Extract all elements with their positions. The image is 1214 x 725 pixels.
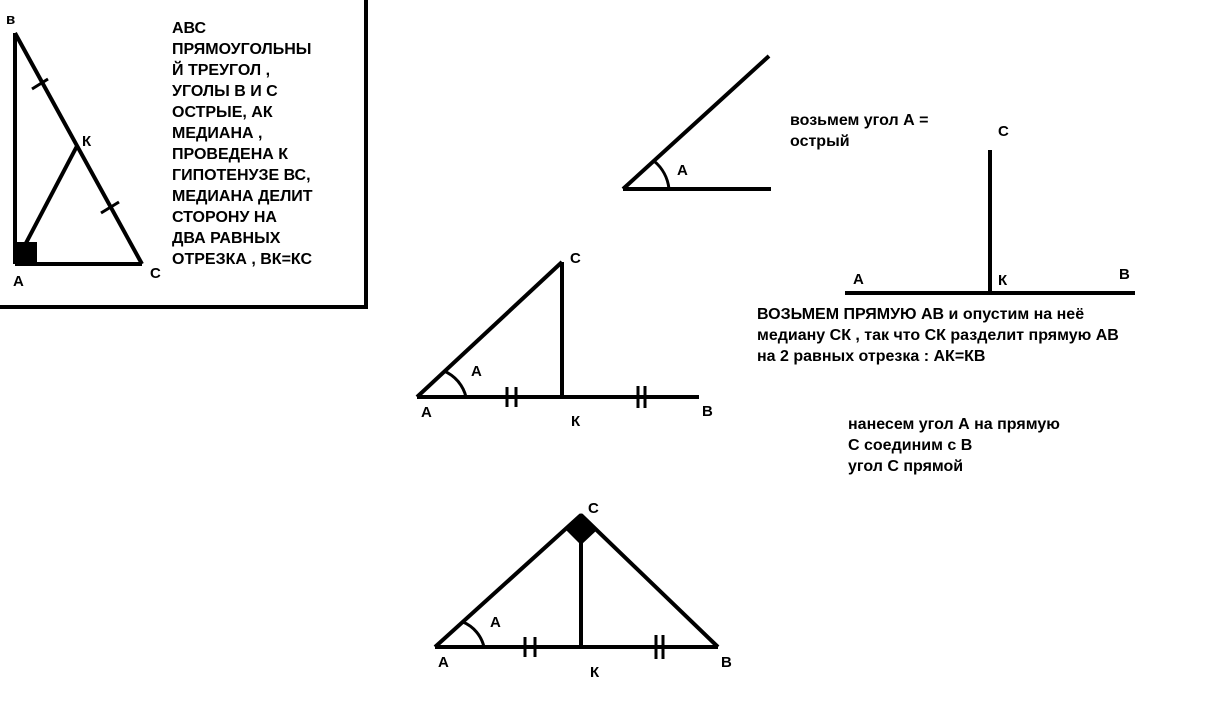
label-a: А [13, 273, 24, 290]
text-line: острый [790, 133, 850, 150]
label-b: В [1119, 266, 1130, 283]
figure-1-description [172, 18, 313, 270]
side-cb [581, 515, 718, 647]
figure-4 [417, 250, 713, 430]
angle-label: А [677, 162, 688, 179]
label-b: В [721, 654, 732, 671]
text-line: МЕДИАНА , [172, 125, 263, 142]
text-line: С соединим с В [848, 437, 973, 454]
text-line: ОТРЕЗКА , ВК=КС [172, 251, 313, 268]
note-connect-c-b [848, 414, 1060, 477]
label-k: К [571, 413, 581, 430]
figure-5 [435, 500, 732, 681]
label-k: К [998, 272, 1008, 289]
label-angle: А [490, 614, 501, 631]
text-line: ДВА РАВНЫХ [172, 230, 281, 247]
side-ac [417, 262, 562, 397]
angle-arc [654, 161, 669, 189]
text-line: на 2 равных отрезка : АК=КВ [757, 348, 986, 365]
text-line: ГИПОТЕНУЗЕ ВС, [172, 167, 311, 184]
label-c: С [150, 265, 161, 282]
text-line: УГОЛЫ В И С [172, 83, 278, 100]
text-line: нанесем угол А на прямую [848, 416, 1060, 433]
label-c: С [998, 123, 1009, 140]
right-angle-mark [15, 242, 37, 264]
text-line: ВОЗЬМЕМ ПРЯМУЮ АВ и опустим на неё [757, 306, 1085, 323]
text-line: АВС [172, 20, 207, 37]
note-line-ab [757, 304, 1119, 367]
angle-arc [463, 622, 484, 647]
label-b: В [702, 403, 713, 420]
right-angle-mark [566, 513, 597, 545]
side-ac [435, 515, 581, 647]
ray-upper [623, 56, 769, 189]
label-a: А [421, 404, 432, 421]
text-line: медиану СК , так что СК разделит прямую АВ [757, 327, 1119, 344]
figure-2-angle [623, 56, 771, 189]
note-acute-angle [790, 110, 928, 152]
label-a: А [438, 654, 449, 671]
label-angle: А [471, 363, 482, 380]
angle-arc [444, 371, 466, 397]
label-a: А [853, 271, 864, 288]
text-line: ПРОВЕДЕНА К [172, 146, 289, 163]
text-line: СТОРОНУ НА [172, 209, 277, 226]
label-c: С [588, 500, 599, 517]
text-line: МЕДИАНА ДЕЛИТ [172, 188, 313, 205]
text-line: возьмем угол А = [790, 112, 929, 129]
label-k: К [82, 133, 92, 150]
label-c: С [570, 250, 581, 267]
text-line: ПРЯМОУГОЛЬНЫ [172, 41, 312, 58]
label-k: К [590, 664, 600, 681]
text-line: угол С прямой [848, 458, 964, 475]
text-line: Й ТРЕУГОЛ , [172, 62, 271, 79]
label-b: в [6, 11, 16, 28]
text-line: ОСТРЫЕ, АК [172, 104, 273, 121]
